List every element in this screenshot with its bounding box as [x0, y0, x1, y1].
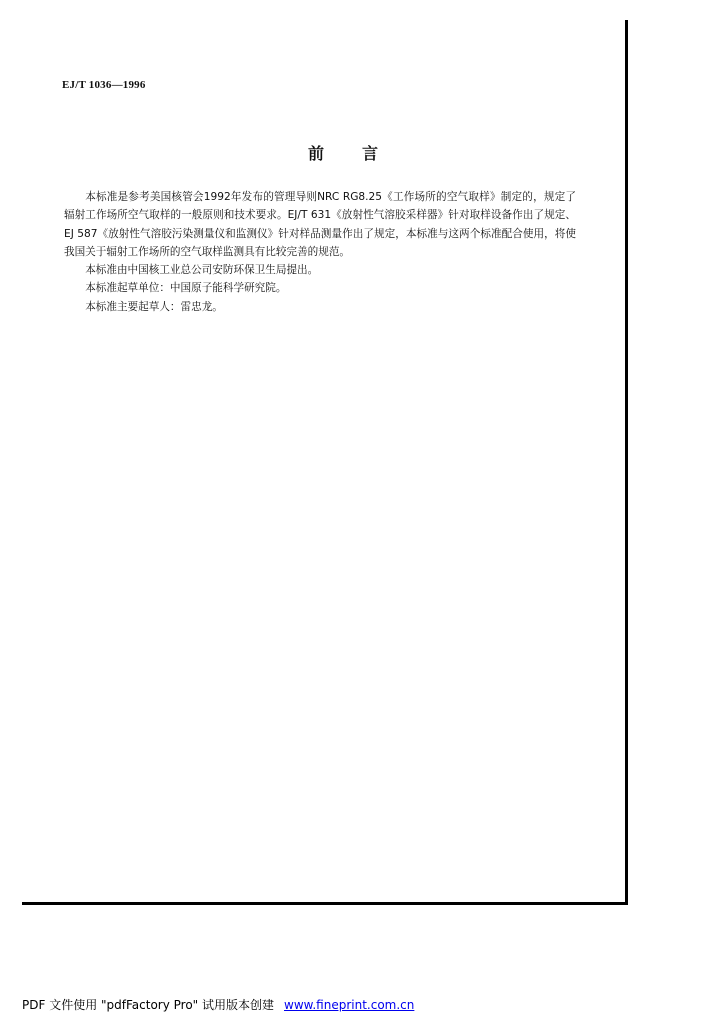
body-text: [64, 188, 576, 316]
paragraph-drafting-unit: 本标准起草单位：中国原子能科学研究院。: [85, 282, 287, 295]
standard-number: EJ/T 1036—1996: [62, 79, 146, 91]
paragraph-drafter: 本标准主要起草人：雷忠龙。: [85, 300, 223, 313]
paragraph-proposer: 本标准由中国核工业总公司安防环保卫生局提出。: [85, 264, 319, 277]
pdf-factory-footer: [22, 996, 414, 1013]
footer-text: PDF 文件使用 "pdfFactory Pro" 试用版本创建: [22, 998, 275, 1012]
section-title: 前言: [307, 144, 416, 163]
page-bottom-border: [22, 902, 628, 905]
paragraph-intro: 本标准是参考美国核管会1992年发布的管理导则NRC RG8.25《工作场所的空气取样》制定的，规定了辐射工作场所空气取样的一般原则和技术要求。EJ/T 631《放射性气溶胶采样器》针对取样设备作出了规定、EJ 587《放射性气溶胶污染测量仪和监测仪》针对样品测量作出了规定，本标准与这两个标准配合使用，将使我国关于辐射工作场所的空气取样监测具有比较完善的规范。: [64, 191, 576, 258]
fineprint-link[interactable]: www.fineprint.com.cn: [284, 998, 415, 1012]
